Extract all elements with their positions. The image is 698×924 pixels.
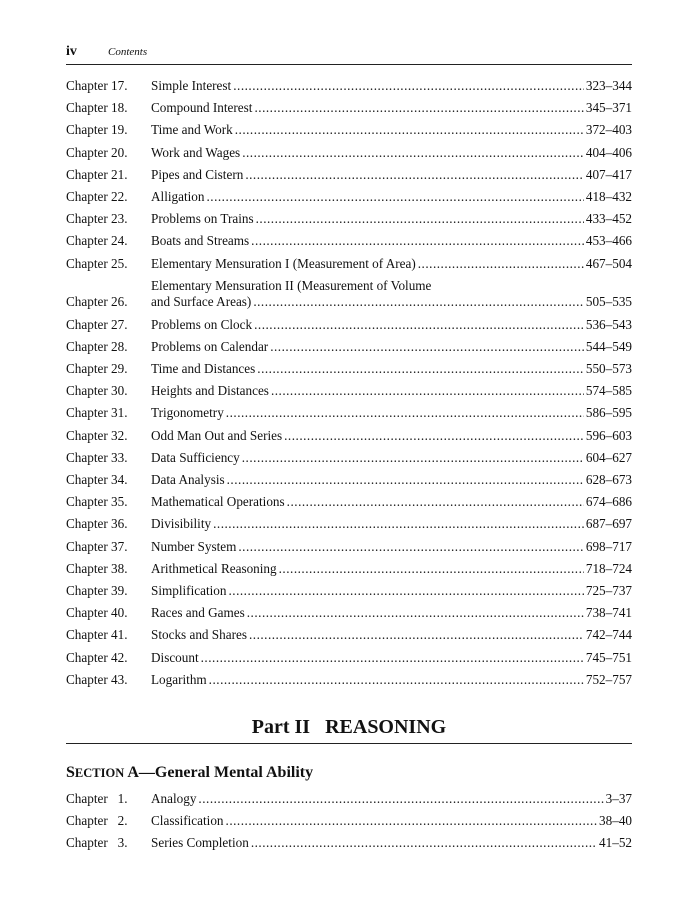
toc-entry bbox=[66, 256, 632, 272]
entry-body bbox=[151, 383, 632, 399]
entry-body bbox=[151, 256, 632, 272]
page-range: 41–52 bbox=[599, 835, 632, 850]
dot-leader bbox=[226, 405, 584, 421]
section-prefix-small: ECTION bbox=[74, 766, 125, 780]
dot-leader bbox=[256, 211, 584, 227]
toc-entry bbox=[66, 122, 632, 138]
page-range: 433–452 bbox=[585, 211, 632, 227]
toc-entry bbox=[66, 450, 632, 466]
page-range: 467–504 bbox=[585, 255, 632, 271]
page-range: 505–535 bbox=[585, 293, 632, 309]
chapter-title: Alligation bbox=[151, 188, 205, 204]
chapter-number: Chapter 2. bbox=[66, 813, 128, 828]
chapter-title: Data Sufficiency bbox=[151, 449, 240, 465]
toc-entry bbox=[66, 561, 632, 577]
entry-body bbox=[151, 145, 632, 161]
dot-leader bbox=[287, 494, 584, 510]
entry-body bbox=[151, 650, 632, 666]
chapter-title: Divisibility bbox=[151, 516, 212, 532]
dot-leader bbox=[284, 428, 584, 444]
toc-entry bbox=[66, 650, 632, 666]
chapter-title: Heights and Distances bbox=[151, 383, 269, 399]
entry-body bbox=[151, 516, 632, 532]
entry-body bbox=[151, 813, 632, 829]
chapter-title: Problems on Clock bbox=[151, 316, 253, 332]
chapter-number: Chapter 17. bbox=[66, 78, 128, 93]
entry-body bbox=[151, 428, 632, 444]
running-title: Contents bbox=[108, 46, 148, 58]
page-range: 718–724 bbox=[585, 560, 632, 576]
entry-second-line bbox=[151, 294, 632, 310]
chapter-title: Analogy bbox=[151, 791, 197, 806]
page-range: 742–744 bbox=[585, 627, 632, 643]
section-title bbox=[66, 764, 313, 782]
chapter-number: Chapter 19. bbox=[66, 122, 128, 138]
page-range: 698–717 bbox=[585, 538, 632, 554]
toc-entry bbox=[66, 539, 632, 555]
dot-leader bbox=[227, 472, 584, 488]
entry-body bbox=[151, 317, 632, 333]
entry-body bbox=[151, 835, 632, 851]
chapter-number: Chapter 3. bbox=[66, 835, 128, 850]
dot-leader bbox=[270, 339, 584, 355]
page-range: 323–344 bbox=[585, 78, 632, 93]
page-range: 604–627 bbox=[585, 449, 632, 465]
dot-leader bbox=[201, 650, 584, 666]
dot-leader bbox=[251, 835, 597, 851]
page-range: 407–417 bbox=[585, 166, 632, 182]
page-range: 453–466 bbox=[585, 233, 632, 249]
toc-entry bbox=[66, 189, 632, 205]
entry-body bbox=[151, 561, 632, 577]
chapter-number: Chapter 32. bbox=[66, 427, 128, 443]
page-range: 674–686 bbox=[585, 494, 632, 510]
entry-body bbox=[151, 167, 632, 183]
toc-entry bbox=[66, 813, 632, 829]
toc-entry bbox=[66, 361, 632, 377]
chapter-number: Chapter 22. bbox=[66, 188, 128, 204]
entry-body bbox=[151, 361, 632, 377]
page-range: 586–595 bbox=[585, 405, 632, 421]
chapter-number: Chapter 18. bbox=[66, 100, 128, 116]
chapter-number: Chapter 21. bbox=[66, 166, 128, 182]
chapter-title: Work and Wages bbox=[151, 144, 241, 160]
toc-entry bbox=[66, 383, 632, 399]
entry-body bbox=[151, 494, 632, 510]
toc-entry bbox=[66, 583, 632, 599]
chapter-title: Compound Interest bbox=[151, 100, 253, 116]
dot-leader bbox=[254, 317, 584, 333]
dot-leader bbox=[226, 813, 598, 829]
chapter-number: Chapter 40. bbox=[66, 605, 128, 621]
toc-section-a-list bbox=[66, 791, 632, 851]
chapter-number: Chapter 1. bbox=[66, 791, 128, 806]
entry-body bbox=[151, 450, 632, 466]
chapter-number: Chapter 24. bbox=[66, 233, 128, 249]
entry-body bbox=[151, 605, 632, 621]
page-range: 596–603 bbox=[585, 427, 632, 443]
entry-body bbox=[151, 189, 632, 205]
chapter-number: Chapter 38. bbox=[66, 560, 128, 576]
dot-leader bbox=[251, 233, 584, 249]
chapter-number: Chapter 31. bbox=[66, 405, 128, 421]
page-range: 536–543 bbox=[585, 316, 632, 332]
dot-leader bbox=[249, 627, 584, 643]
toc-entry bbox=[66, 627, 632, 643]
entry-body bbox=[151, 278, 632, 310]
dot-leader bbox=[198, 791, 603, 807]
chapter-number: Chapter 26. bbox=[66, 293, 128, 309]
page-range: 550–573 bbox=[585, 361, 632, 377]
chapter-title: Problems on Calendar bbox=[151, 338, 269, 354]
chapter-title: Series Completion bbox=[151, 835, 249, 850]
entry-body bbox=[151, 122, 632, 138]
chapter-number: Chapter 27. bbox=[66, 316, 128, 332]
toc-entry bbox=[66, 672, 632, 688]
entry-body bbox=[151, 405, 632, 421]
page-range: 752–757 bbox=[585, 671, 632, 687]
chapter-title: Time and Work bbox=[151, 122, 233, 138]
chapter-number: Chapter 30. bbox=[66, 383, 128, 399]
toc-entry bbox=[66, 233, 632, 249]
toc-part-1-list bbox=[66, 78, 632, 688]
dot-leader bbox=[271, 383, 584, 399]
toc-entry bbox=[66, 405, 632, 421]
chapter-number: Chapter 43. bbox=[66, 671, 128, 687]
toc-entry bbox=[66, 100, 632, 116]
section-name: A—General Mental Ability bbox=[124, 764, 314, 781]
part-title: Part II REASONING bbox=[251, 716, 447, 738]
entry-body bbox=[151, 627, 632, 643]
dot-leader bbox=[418, 256, 584, 272]
page-range: 574–585 bbox=[585, 383, 632, 399]
chapter-number: Chapter 42. bbox=[66, 649, 128, 665]
page-range: 738–741 bbox=[585, 605, 632, 621]
dot-leader bbox=[245, 167, 584, 183]
page-range: 345–371 bbox=[585, 100, 632, 116]
chapter-title: Elementary Mensuration II (Measurement of Volume bbox=[151, 277, 432, 293]
chapter-number: Chapter 35. bbox=[66, 494, 128, 510]
toc-entry bbox=[66, 167, 632, 183]
page-range: 38–40 bbox=[599, 813, 632, 828]
page-range: 3–37 bbox=[605, 791, 632, 806]
toc-entry bbox=[66, 835, 632, 851]
chapter-title: Arithmetical Reasoning bbox=[151, 560, 277, 576]
chapter-title: Time and Distances bbox=[151, 361, 256, 377]
chapter-title: Discount bbox=[151, 649, 199, 665]
dot-leader bbox=[213, 516, 584, 532]
page-range: 418–432 bbox=[585, 188, 632, 204]
chapter-number: Chapter 39. bbox=[66, 582, 128, 598]
chapter-number: Chapter 37. bbox=[66, 538, 128, 554]
chapter-number: Chapter 41. bbox=[66, 627, 128, 643]
entry-body bbox=[151, 539, 632, 555]
chapter-title: Boats and Streams bbox=[151, 233, 250, 249]
toc-entry bbox=[66, 791, 632, 807]
chapter-number: Chapter 28. bbox=[66, 338, 128, 354]
chapter-title: Mathematical Operations bbox=[151, 494, 285, 510]
dot-leader bbox=[253, 294, 584, 310]
chapter-number: Chapter 20. bbox=[66, 144, 128, 160]
chapter-title: Trigonometry bbox=[151, 405, 224, 421]
dot-leader bbox=[235, 122, 584, 138]
toc-entry bbox=[66, 339, 632, 355]
chapter-number: Chapter 36. bbox=[66, 516, 128, 532]
toc-entry bbox=[66, 472, 632, 488]
chapter-number: Chapter 25. bbox=[66, 255, 128, 271]
chapter-title-continued: and Surface Areas) bbox=[151, 293, 252, 309]
page-range: 628–673 bbox=[585, 472, 632, 487]
entry-body bbox=[151, 472, 632, 488]
chapter-title: Problems on Trains bbox=[151, 211, 254, 227]
running-header bbox=[66, 44, 632, 65]
toc-entry bbox=[66, 278, 632, 310]
page-range: 725–737 bbox=[585, 582, 632, 598]
entry-body bbox=[151, 583, 632, 599]
chapter-number: Chapter 23. bbox=[66, 211, 128, 227]
page-range: 372–403 bbox=[585, 122, 632, 138]
dot-leader bbox=[206, 189, 583, 205]
entry-body bbox=[151, 791, 632, 807]
dot-leader bbox=[238, 539, 583, 555]
chapter-title: Simple Interest bbox=[151, 78, 232, 93]
toc-entry bbox=[66, 605, 632, 621]
part-divider bbox=[66, 743, 632, 744]
toc-entry bbox=[66, 211, 632, 227]
page-range: 404–406 bbox=[585, 144, 632, 160]
entry-body bbox=[151, 100, 632, 116]
chapter-title: Elementary Mensuration I (Measurement of Area) bbox=[151, 255, 416, 271]
chapter-title: Odd Man Out and Series bbox=[151, 427, 283, 443]
page-number: iv bbox=[66, 44, 77, 59]
dot-leader bbox=[242, 145, 584, 161]
chapter-number: Chapter 34. bbox=[66, 472, 128, 487]
dot-leader bbox=[209, 672, 584, 688]
entry-body bbox=[151, 78, 632, 94]
entry-body bbox=[151, 339, 632, 355]
dot-leader bbox=[242, 450, 584, 466]
chapter-number: Chapter 33. bbox=[66, 449, 128, 465]
page-range: 544–549 bbox=[585, 338, 632, 354]
toc-entry bbox=[66, 317, 632, 333]
chapter-title: Pipes and Cistern bbox=[151, 166, 244, 182]
dot-leader bbox=[254, 100, 583, 116]
dot-leader bbox=[228, 583, 583, 599]
dot-leader bbox=[257, 361, 584, 377]
entry-body bbox=[151, 672, 632, 688]
chapter-title: Races and Games bbox=[151, 605, 245, 621]
dot-leader bbox=[247, 605, 584, 621]
chapter-title: Logarithm bbox=[151, 671, 207, 687]
chapter-title: Number System bbox=[151, 538, 237, 554]
page-range: 687–697 bbox=[585, 516, 632, 532]
entry-body bbox=[151, 233, 632, 249]
chapter-number: Chapter 29. bbox=[66, 361, 128, 377]
chapter-title: Data Analysis bbox=[151, 472, 225, 487]
dot-leader bbox=[279, 561, 584, 577]
toc-entry bbox=[66, 516, 632, 532]
chapter-title: Classification bbox=[151, 813, 224, 828]
toc-entry bbox=[66, 78, 632, 94]
page-range: 745–751 bbox=[585, 649, 632, 665]
dot-leader bbox=[233, 78, 584, 94]
toc-entry bbox=[66, 145, 632, 161]
toc-entry bbox=[66, 494, 632, 510]
entry-body bbox=[151, 211, 632, 227]
chapter-title: Stocks and Shares bbox=[151, 627, 247, 643]
chapter-title: Simplification bbox=[151, 582, 227, 598]
toc-entry bbox=[66, 428, 632, 444]
section-prefix-big: S bbox=[66, 764, 75, 781]
